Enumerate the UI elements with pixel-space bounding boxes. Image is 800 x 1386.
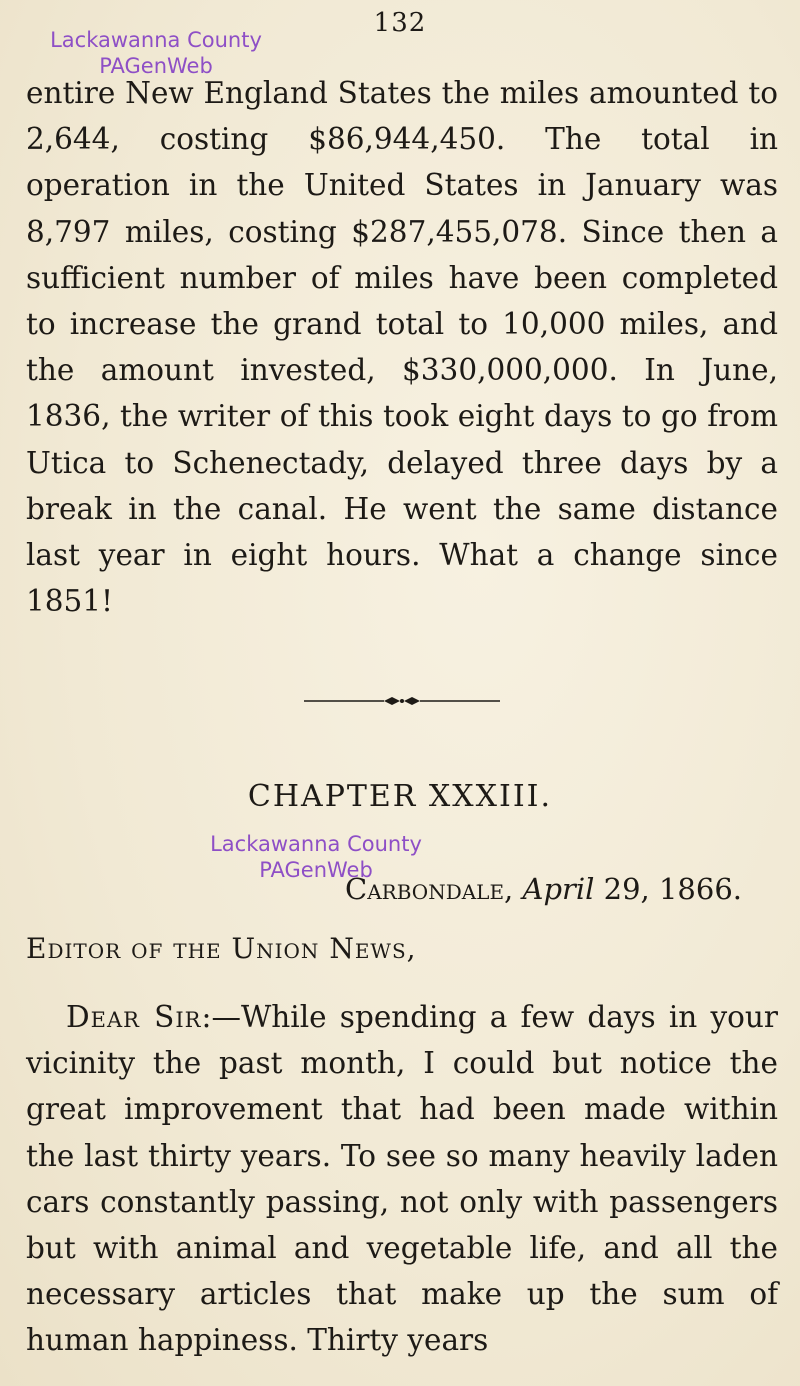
dateline-month: April bbox=[522, 872, 595, 906]
page-number: 132 bbox=[373, 8, 427, 38]
watermark-line1: Lackawanna County bbox=[210, 832, 422, 856]
letter-body-text: :—While spending a few days in your vicinity the past month, I could but notice the great improvement that had been made within the last thirty years. To see so many heavily laden cars constantly passing, not only with passengers but with animal and vegetable life, and all the necessary articles that make up the sum of human happiness. Thirty years bbox=[26, 1000, 778, 1358]
watermark-line1: Lackawanna County bbox=[50, 28, 262, 52]
section-divider-ornament bbox=[304, 694, 500, 708]
letter-greeting: Dear Sir bbox=[66, 1000, 202, 1034]
dateline-day-year: 29, 1866. bbox=[603, 872, 742, 906]
watermark-line2: PAGenWeb bbox=[99, 54, 213, 78]
letter-dateline bbox=[345, 872, 742, 906]
watermark-line2: PAGenWeb bbox=[259, 858, 373, 882]
paragraph-letter-body bbox=[26, 994, 778, 1364]
dateline-place: Carbondale, bbox=[345, 872, 514, 906]
paragraph-railroad-statistics: entire New England States the miles amounted to 2,644, costing $86,944,450. The total in operation in the United States in January was 8,797 miles, costing $287,455,078. Since then a sufficient number of miles have been completed to increase the grand total to 10,000 miles, and the amount invested, $330,000,000. In June, 1836, the writer of this took eight days to go from Utica to Schenectady, delayed three days by a break in the canal. He went the same distance last year in eight hours. What a change since 1851! bbox=[26, 76, 778, 619]
chapter-title: CHAPTER XXXIII. bbox=[247, 779, 553, 814]
letter-addressee: Editor of the Union News, bbox=[26, 932, 417, 965]
